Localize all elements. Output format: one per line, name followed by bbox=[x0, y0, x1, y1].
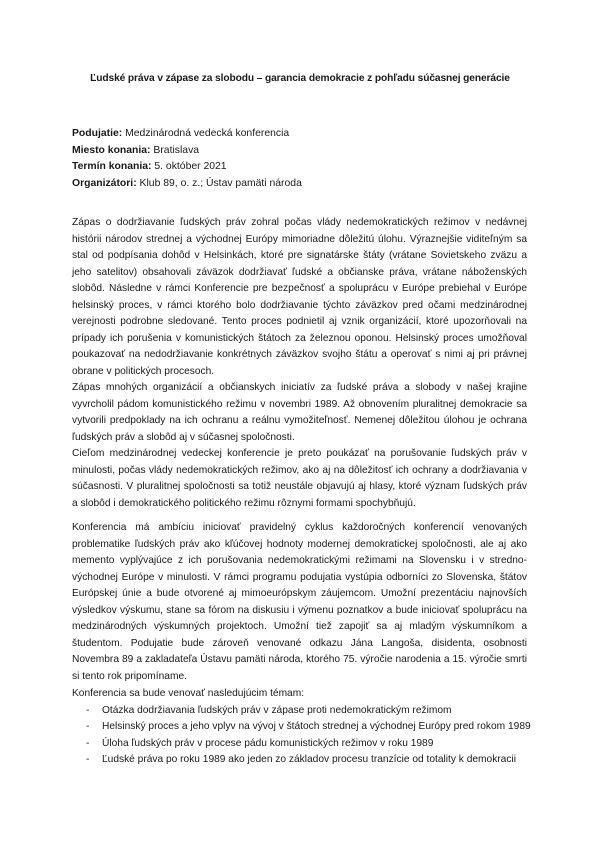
paragraph: Cieľom medzinárodnej vedeckej konferencie je preto poukázať na porušovanie ľudských práv v minulosti, počas vlády nedemokratických režimov, ako aj na dôležitosť ich ochrany a dodržiavania v súčasnosti. V pluralitnej spoločnosti sa totiž neustále objavujú aj hlasy, ktoré význam ľudských práv a slobôd i demokratického politického režimu rôznymi formami spochybňujú. bbox=[72, 448, 527, 509]
topics-intro: Konferencia sa bude venovať nasledujúcim témam: bbox=[72, 688, 305, 699]
meta-value: Klub 89, o. z.; Ústav pamäti národa bbox=[136, 177, 302, 189]
document-title: Ľudské práva v zápase za slobodu – garancia demokracie z pohľadu súčasnej generácie bbox=[90, 73, 510, 84]
meta-key: Miesto konania: bbox=[72, 144, 151, 156]
topic-text: Helsinský proces a jeho vplyv na vývoj v štátoch strednej a východnej Európy pred rokom 1989 bbox=[102, 721, 531, 732]
bullet-dash: - bbox=[86, 721, 90, 732]
section-intro bbox=[72, 215, 527, 512]
meta-row-place bbox=[72, 143, 302, 160]
topic-text: Ľudské práva po roku 1989 ako jeden zo základov procesu tranzície od totality k demokracii bbox=[102, 754, 516, 765]
meta-value: Bratislava bbox=[150, 144, 200, 156]
bullet-dash: - bbox=[86, 704, 90, 716]
paragraph: Konferencia má ambíciu iniciovať pravidelný cyklus každoročných konferencií venovaných problematike ľudských práv ako kľúčovej hodnoty modernej demokratickej spoločnosti, ale aj ako memento vyplývajúce z ich porušovania nedemokratickými režimami na Slovensku i v stredno-východnej Európe v minulosti. V rámci programu podujatia vystúpia odborníci zo Slovenska, štátov Európskej únie a bude otvorené aj mimoeurópskym záujemcom. Umožní prezentáciu najnovších výsledkov výskumu, stane sa fórom na diskusiu i výmenu poznatkov a bude iniciovať spoluprácu na medzinárodných výskumných projektoch. Umožní tiež zapojiť sa aj mladým výskumníkom a študentom. Podujatie bude zároveň venované odkazu Jána Langoša, disidenta, osobnosti Novembra 89 a zakladateľa Ústavu pamäti národa, ktorého 75. výročie narodenia a 15. výročie smrti si tento rok pripomíname. bbox=[72, 522, 527, 682]
meta-value: Medzinárodná vedecká konferencia bbox=[122, 128, 290, 139]
meta-key: Podujatie: bbox=[72, 128, 123, 139]
topic-text: Úloha ľudských práv v procese pádu komunistických režimov v roku 1989 bbox=[102, 737, 434, 749]
meta-row-organizers bbox=[72, 176, 302, 193]
bullet-dash: - bbox=[86, 737, 90, 749]
event-meta bbox=[72, 126, 302, 192]
topics-list bbox=[72, 703, 532, 769]
paragraph: Zápas o dodržiavanie ľudských práv zohral počas vlády nedemokratických režimov v nedávnej histórii národov strednej a východnej Európy mimoriadne dôležitú úlohu. Výraznejšie viditeľným sa stal od podpísania dohôd v Helsinkách, ktoré pre signatárske štáty (vrátane Sovietskeho zväzu a jeho satelitov) obsahovali záväzok dodržiavať ľudské a občianske práva, vrátane náboženských slobôd. Následne v rámci Konferencie pre bezpečnosť a spoluprácu v Európe prebiehal v Európe helsinský proces, v rámci ktorého bolo dodržiavanie týchto záväzkov pred očami medzinárodnej verejnosti podrobne sledované. Tento proces podnietil aj vznik organizácií, ktoré upozorňovali na prípady ich porušenia v komunistických štátoch za železnou oponou. Helsinský proces umožňoval poukazovať na nedodržiavanie konkrétnych záväzkov svojho štátu a operovať s nimi aj pri právnej obrane v politických procesoch. bbox=[72, 217, 527, 377]
topics-section bbox=[72, 686, 532, 769]
topic-text: Otázka dodržiavania ľudských práv v zápase proti nedemokratickým režimom bbox=[102, 704, 452, 716]
list-item bbox=[72, 703, 532, 720]
meta-row-event bbox=[72, 126, 302, 143]
bullet-dash: - bbox=[86, 754, 90, 765]
meta-key: Organizátori: bbox=[72, 177, 137, 189]
list-item bbox=[72, 752, 532, 769]
paragraph: Zápas mnohých organizácií a občianskych iniciatív za ľudské práva a slobody v našej krajine vyvrcholil pádom komunistického režimu v novembri 1989. Až obnovením pluralitnej demokracie sa vytvorili predpoklady na ich ochranu a reálnu vymožiteľnosť. Nemenej dôležitou úlohou je ochrana ľudských práv a slobôd aj v súčasnej spoločnosti. bbox=[72, 382, 527, 443]
list-item bbox=[72, 719, 532, 736]
meta-key: Termín konania: bbox=[72, 161, 152, 172]
meta-row-date bbox=[72, 159, 302, 176]
section-ambition bbox=[72, 520, 527, 685]
list-item bbox=[72, 736, 532, 753]
meta-value: 5. október 2021 bbox=[151, 161, 227, 172]
